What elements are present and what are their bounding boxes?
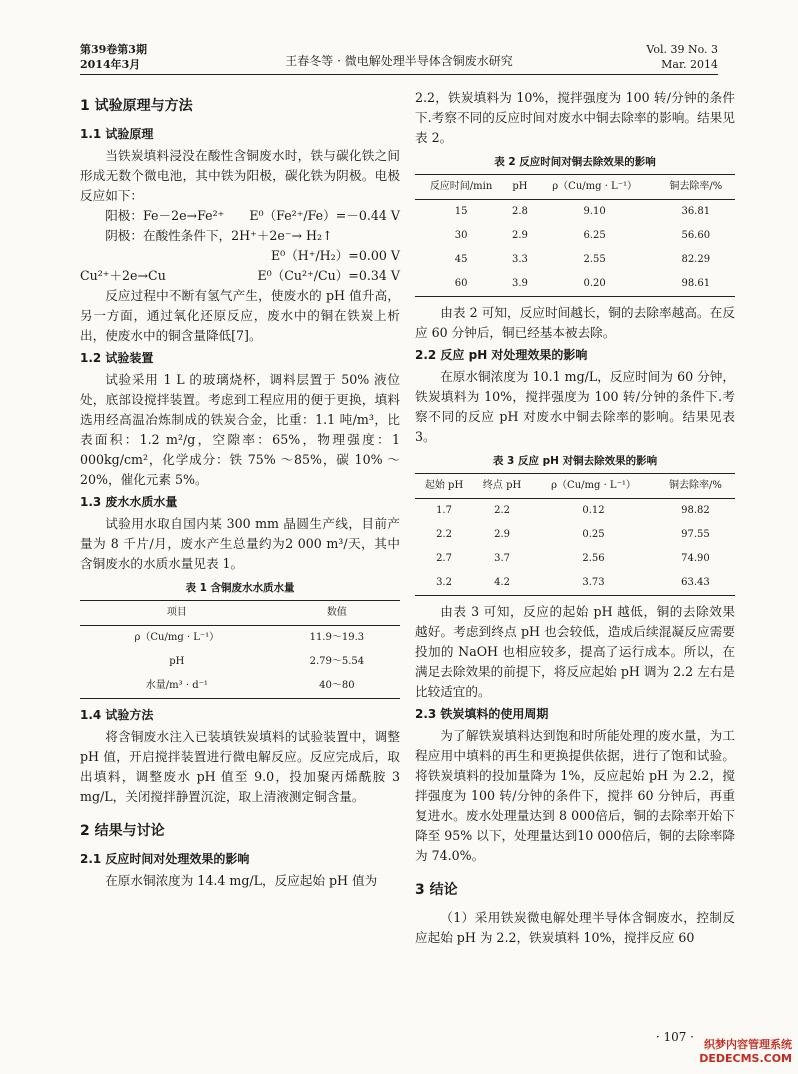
paragraph: 2.2，铁炭填料为 10%，搅拌强度为 100 转/分钟的条件下.考察不同的反应时间对废水中铜去除率的影响。结果见表 2。	[415, 90, 735, 145]
table-caption: 表 3 反应 pH 对铜去除效果的影响	[492, 455, 658, 467]
table-row: 30 2.9 6.25 56.60	[454, 230, 711, 241]
subsection-heading: 2.3 铁炭填料的使用周期	[415, 707, 549, 721]
table-row: 60 3.9 0.20 98.61	[415, 272, 735, 297]
paragraph: 反应过程中不断有氢气产生，使废水的 pH 值升高，另一方面，通过氧化还原反应，废水中的铜在铁炭上析出，使废水中的铜含量降低[7]。	[80, 288, 400, 343]
running-title: 王春冬等 · 微电解处理半导体含铜废水研究	[285, 54, 513, 68]
table-row: 1.7 2.2 0.12 98.82	[436, 505, 710, 516]
journal-volume: 第39卷第3期	[80, 43, 147, 56]
paragraph: 当铁炭填料浸没在酸性含铜废水时，铁与碳化铁之间形成无数个微电池，其中铁为阳极，碳化铁为阴极。电极反应如下：	[80, 148, 400, 203]
table-header-cell: pH	[507, 175, 533, 200]
paragraph: 试验采用 1 L 的玻璃烧杯，调料层置于 50% 液位处，底部设搅拌装置。考虑到工程应用的便于更换，填料选用经高温冶炼制成的铁炭合金，比重：1.1 吨/m³，比表面积：1.2 m²/g，空隙率：65%，物理强度：1 000kg/cm²，化学成分：铁 75% ～85%，碳 10% ～20%，催化元素 5%。	[80, 372, 400, 487]
journal-volume-en: Vol. 39 No. 3	[646, 43, 718, 56]
equation-copper: Cu²⁺＋2e→Cu E⁰（Cu²⁺/Cu）=0.34 V	[80, 268, 400, 283]
table-caption: 表 1 含铜废水水质水量	[185, 582, 295, 594]
subsection-heading: 1.1 试验原理	[80, 127, 154, 141]
paragraph: 由表 2 可知，反应时间越长，铜的去除率越高。在反应 60 分钟后，铜已经基本被去除。	[415, 305, 735, 340]
table-3	[415, 473, 735, 596]
paragraph: 试验用水取自国内某 300 mm 晶圆生产线，目前产量为 8 千片/月，废水产生总量约为2 000 m³/天，其中含铜废水的水质水量见表 1。	[80, 516, 400, 571]
journal-date-en: Mar. 2014	[661, 58, 718, 71]
table-1	[80, 600, 400, 699]
table-header-cell: ρ（Cu/mg · L⁻¹）	[531, 474, 656, 499]
paragraph: 将含铜废水注入已装填铁炭填料的试验装置中，调整 pH 值，开启搅拌装置进行微电解反应。反应完成后，取出填料，调整废水 pH 值至 9.0，投加聚丙烯酰胺 3 mg/L，关闭搅拌静置沉淀，取上清液测定铜含量。	[80, 729, 400, 804]
page-number: · 107 ·	[655, 1030, 694, 1044]
table-header-cell: 数值	[274, 601, 400, 626]
paragraph: （1）采用铁炭微电解处理半导体含铜废水，控制反应起始 pH 为 2.2，铁炭填料 10%，搅拌反应 60	[415, 910, 735, 945]
table-row: 3.2 4.2 3.73 63.43	[415, 571, 735, 596]
table-header-cell: 终点 pH	[473, 474, 531, 499]
paragraph: 为了解铁炭填料达到饱和时所能处理的废水量，为工程应用中填料的再生和更换提供依据，进行了饱和试验。将铁炭填料的投加量降为 1%，反应起始 pH 为 2.2，搅拌强度为 100 转/分钟的条件下，搅拌 60 分钟后，再重复进水。废水处理量达到 8 000倍后，铜的去除率开始下降至 95% 以下，处理量达到10 000倍后，铜的去除率降为 74.0%。	[415, 728, 735, 863]
equation-cathode: 阴极：在酸性条件下，2H⁺＋2e⁻→ H₂↑	[105, 228, 333, 243]
page-header	[0, 0, 798, 78]
table-header-cell: 铜去除率/%	[656, 474, 735, 499]
watermark-logo: 织梦内容管理系统 DEDECMS.COM	[699, 1038, 792, 1065]
paragraph: 在原水铜浓度为 10.1 mg/L，反应时间为 60 分钟，铁炭填料为 10%，搅拌强度为 100 转/分钟的条件下.考察不同的反应 pH 对废水中铜去除率的影响。结果见表 3。	[415, 369, 735, 444]
equation-anode: 阳极：Fe－2e→Fe²⁺ E⁰（Fe²⁺/Fe）=－0.44 V	[105, 208, 400, 223]
table-header-cell: 铜去除率/%	[657, 175, 735, 200]
table-row: 2.2 2.9 0.25 97.55	[436, 529, 710, 540]
subsection-heading: 1.3 废水水质水量	[80, 495, 178, 509]
header-right	[646, 42, 718, 72]
section-heading: 1 试验原理与方法	[80, 98, 193, 114]
table-header-cell: 反应时间/min	[415, 175, 507, 200]
section-heading: 3 结论	[415, 882, 458, 898]
table-header-cell: 起始 pH	[415, 474, 473, 499]
table-row: 水量/m³ · d⁻¹ 40～80	[80, 674, 400, 699]
paragraph: 在原水铜浓度为 14.4 mg/L，反应起始 pH 值为	[105, 873, 378, 888]
table-header-cell: 项目	[80, 601, 274, 626]
subsection-heading: 2.1 反应时间对处理效果的影响	[80, 852, 250, 866]
right-column	[415, 88, 735, 948]
subsection-heading: 1.4 试验方法	[80, 708, 154, 722]
left-column	[80, 88, 400, 891]
section-heading: 2 结果与讨论	[80, 823, 165, 839]
table-row: 15 2.8 9.10 36.81	[454, 206, 711, 217]
equation-hydrogen-potential: E⁰（H⁺/H₂）=0.00 V	[270, 248, 400, 263]
table-row: 45 3.3 2.55 82.29	[454, 254, 711, 265]
table-header-cell: ρ（Cu/mg · L⁻¹）	[533, 175, 657, 200]
table-caption: 表 2 反应时间对铜去除效果的影响	[494, 156, 656, 168]
subsection-heading: 2.2 反应 pH 对处理效果的影响	[415, 348, 588, 362]
header-rule	[80, 74, 718, 75]
table-row: ρ（Cu/mg · L⁻¹） 11.9～19.3	[134, 632, 365, 643]
subsection-heading: 1.2 试验装置	[80, 351, 154, 365]
table-2	[415, 174, 735, 297]
journal-date: 2014年3月	[80, 58, 141, 71]
paragraph: 由表 3 可知，反应的起始 pH 越低，铜的去除效果越好。考虑到终点 pH 也会较低，造成后续混凝反应需要投加的 NaOH 也相应较多，提高了运行成本。所以，在满足去除效果的前提下，将反应起始 pH 调为 2.2 左右是比较适宜的。	[415, 604, 735, 699]
table-row: pH 2.79～5.54	[169, 656, 365, 667]
table-row: 2.7 3.7 2.56 74.90	[436, 553, 710, 564]
